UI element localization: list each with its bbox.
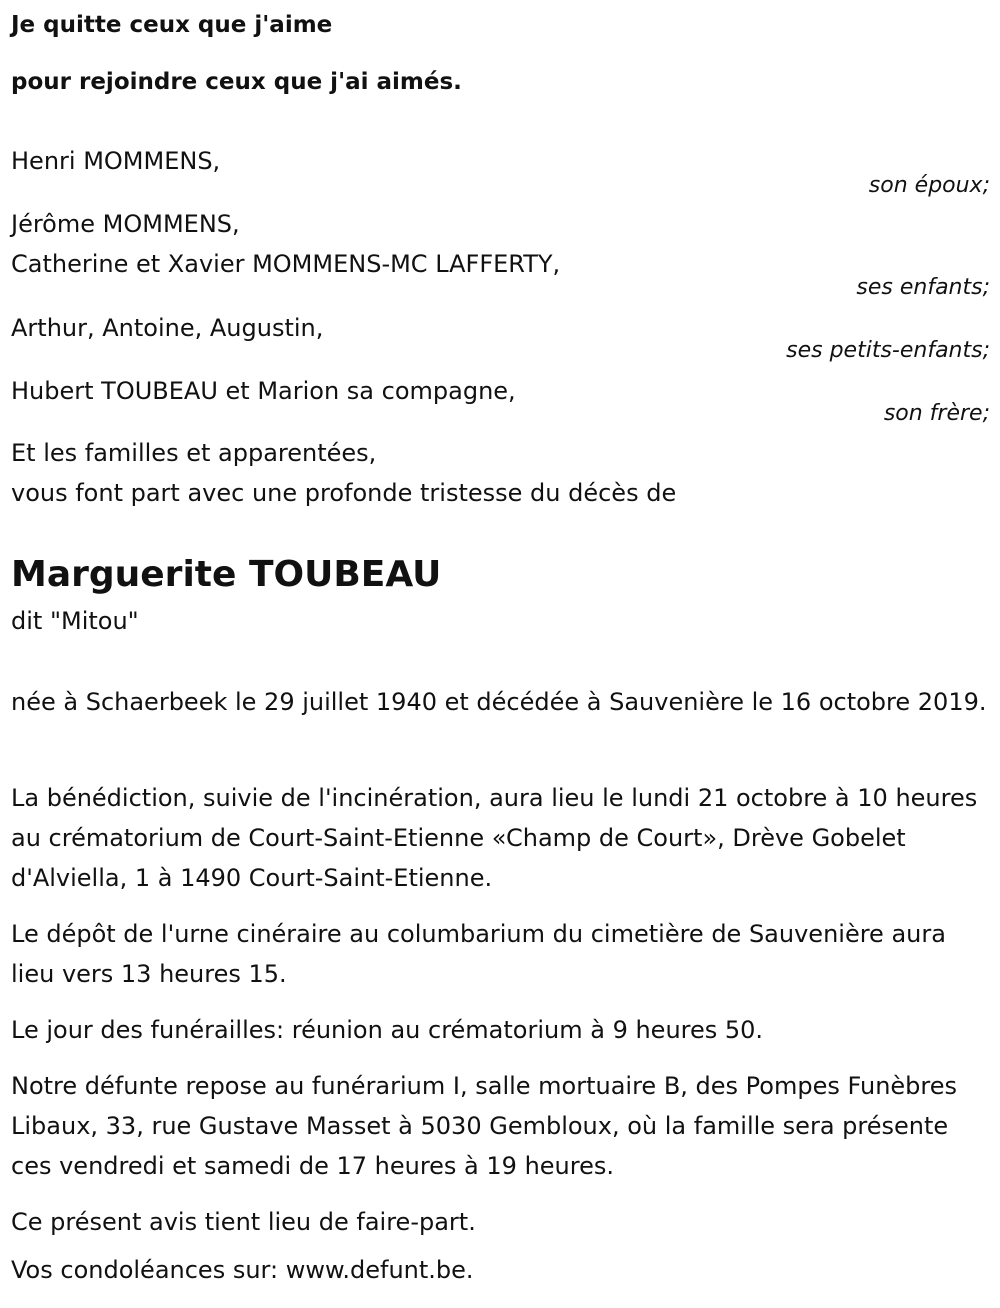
deceased-name: Marguerite TOUBEAU	[11, 554, 442, 595]
birth-death-paragraph: née à Schaerbeek le 29 juillet 1940 et décédée à Sauvenière le 16 octobre 2019.	[11, 688, 987, 716]
brother-name: Hubert TOUBEAU et Marion sa compagne,	[11, 377, 516, 405]
condolences-paragraph: Vos condoléances sur: www.defunt.be.	[11, 1256, 474, 1284]
spouse-name: Henri MOMMENS,	[11, 147, 221, 175]
brother-role: son frère;	[883, 401, 990, 426]
urn-paragraph: Le dépôt de l'urne cinéraire au columbarium du cimetière de Sauvenière aura lieu vers 13 heures 15.	[11, 920, 946, 988]
ceremony-paragraph: La bénédiction, suivie de l'incinération, aura lieu le lundi 21 octobre à 10 heures au crématorium de Court-Saint-Etienne «Champ de Court», Drève Gobelet d'Alviella, 1 à 1490 Court-Saint-Etienne.	[11, 784, 978, 892]
child-name-2: Catherine et Xavier MOMMENS-MC LAFFERTY,	[11, 250, 561, 278]
grandchildren-names: Arthur, Antoine, Augustin,	[11, 314, 324, 342]
meeting-paragraph: Le jour des funérailles: réunion au crématorium à 9 heures 50.	[11, 1016, 764, 1044]
spouse-role: son époux;	[868, 173, 990, 198]
other-families: Et les familles et apparentées,	[11, 439, 377, 467]
funeral-home-paragraph: Notre défunte repose au funérarium I, salle mortuaire B, des Pompes Funèbres Libaux, 33, rue Gustave Masset à 5030 Gembloux, où la famille sera présente ces vendredi et samedi de 17 heures à 19 heures.	[11, 1072, 958, 1180]
child-name-1: Jérôme MOMMENS,	[11, 210, 240, 238]
motto-line-1: Je quitte ceux que j'aime	[11, 12, 333, 38]
notice-paragraph: Ce présent avis tient lieu de faire-part.	[11, 1208, 476, 1236]
children-role: ses enfants;	[856, 275, 990, 300]
motto-line-2: pour rejoindre ceux que j'ai aimés.	[11, 69, 462, 95]
deceased-nickname: dit "Mitou"	[11, 607, 139, 635]
announcement-line: vous font part avec une profonde tristesse du décès de	[11, 479, 677, 507]
grandchildren-role: ses petits-enfants;	[786, 338, 990, 363]
